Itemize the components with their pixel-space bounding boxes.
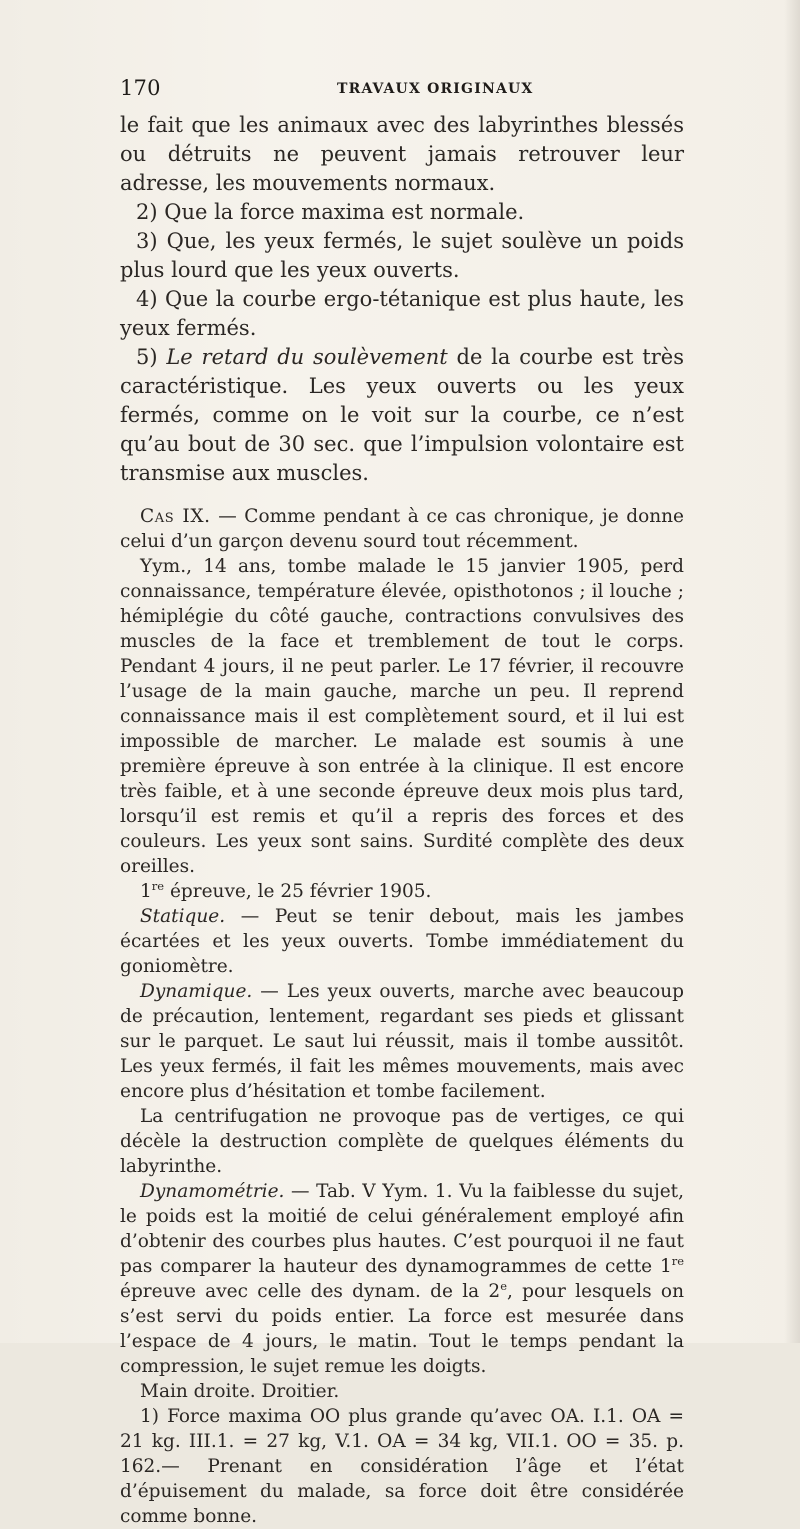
paragraph-2: 2) Que la force maxima est normale. xyxy=(136,200,525,224)
section-gap xyxy=(120,488,684,504)
paragraph-5 xyxy=(120,343,684,488)
dynamometrie-paragraph xyxy=(120,1179,684,1379)
running-head: TRAVAUX ORIGINAUX xyxy=(337,81,534,97)
first-trial-number: 1 xyxy=(140,881,152,902)
case-ix-paragraph xyxy=(120,504,684,554)
dynamique-text: — Les yeux ouverts, marche avec beaucoup de précaution, lentement, regardant ses pieds et glissant sur le parquet. Le saut lui réussit, mais il tombe aussitôt. Les yeux fermés, il fait les mêmes mouvements, mais avec encore plus d’hésitation et tombe facilement. xyxy=(120,981,684,1102)
case-ix-text: — Comme pendant à ce cas chronique, je donne celui d’un garçon devenu sourd tout récemment. xyxy=(120,506,684,552)
dynamometrie-superscript-2: e xyxy=(500,1278,507,1293)
force-maxima-paragraph: 1) Force maxima OO plus grande qu’avec OA. I.1. OA = 21 kg. III.1. = 27 kg, V.1. OA = 34 kg, VII.1. OO = 35. p. 162.— Prenant en considération l’âge et l’état d’épuisement du malade, sa force doit être considérée comme bonne. xyxy=(120,1406,684,1527)
first-trial-line xyxy=(120,879,684,904)
page-edge-shadow xyxy=(784,0,800,1343)
dynamometrie-superscript-1: re xyxy=(671,1253,684,1268)
dynamometrie-text-a: — Tab. V Yym. 1. Vu la faiblesse du sujet, le poids est la moitié de celui généralement employé afin d’obtenir des courbes plus hautes. C’est pourquoi il ne faut pas comparer la hauteur des dynamogrammes de cette 1 xyxy=(120,1181,684,1277)
paragraph-4: 4) Que la courbe ergo-tétanique est plus haute, les yeux fermés. xyxy=(120,287,684,340)
dynamometrie-text-b: épreuve avec celle des dynam. de la 2 xyxy=(120,1281,501,1302)
patient-history-paragraph: Yym., 14 ans, tombe malade le 15 janvier 1905, perd connaissance, température élevée, opisthotonos ; il louche ; hémiplégie du côté gauche, contractions convulsives des muscles de la face et tremblement de tout le corps. Pendant 4 jours, il ne peut parler. Le 17 février, il recouvre l’usage de la main gauche, marche un peu. Il reprend connaissance mais il est complètement sourd, et il lui est impossible de marcher. Le malade est soumis à une première épreuve à son entrée à la clinique. Il est encore très faible, et à une seconde épreuve deux mois plus tard, lorsqu’il est remis et qu’il a repris des forces et des couleurs. Les yeux sont sains. Surdité complète des deux oreilles. xyxy=(120,556,684,877)
paragraph-3: 3) Que, les yeux fermés, le sujet soulève un poids plus lourd que les yeux ouverts. xyxy=(120,229,684,282)
paragraph-5-rest: de la courbe est très caractéristique. Les yeux ouverts ou les yeux fermés, comme on le voit sur la courbe, ce n’est qu’au bout de 30 sec. que l’impulsion volontaire est transmise aux muscles. xyxy=(120,345,684,485)
statique-text: — Peut se tenir debout, mais les jambes écartées et les yeux ouverts. Tombe immédiatement du goniomètre. xyxy=(120,906,684,977)
page-header xyxy=(120,76,680,106)
page-body xyxy=(120,111,684,1529)
first-trial-text: épreuve, le 25 février 1905. xyxy=(164,881,432,902)
dynamique-label: Dynamique. xyxy=(140,981,253,1002)
first-trial-superscript: re xyxy=(151,878,165,893)
dynamometrie-text-c: , pour lesquels on s’est servi du poids entier. La force est mesurée dans l’espace de 4 jours, le matin. Tout le temps pendant la compression, le sujet remue les doigts. xyxy=(120,1281,684,1377)
page-number: 170 xyxy=(120,76,161,100)
main-droite-line: Main droite. Droitier. xyxy=(140,1381,340,1402)
dynamique-paragraph xyxy=(120,979,684,1104)
statique-label: Statique. xyxy=(140,906,226,927)
centrifugation-paragraph: La centrifugation ne provoque pas de vertiges, ce qui décèle la destruction complète de quelques éléments du labyrinthe. xyxy=(120,1106,684,1177)
dynamometrie-label: Dynamométrie. xyxy=(140,1181,285,1202)
statique-paragraph xyxy=(120,904,684,979)
paragraph-1: le fait que les animaux avec des labyrinthes blessés ou détruits ne peuvent jamais retrouver leur adresse, les mouvements normaux. xyxy=(120,113,684,195)
paragraph-5-italic: Le retard du soulèvement xyxy=(166,345,448,369)
case-ix-label: Cas IX. xyxy=(140,506,211,527)
paragraph-5-prefix: 5) xyxy=(136,345,167,369)
